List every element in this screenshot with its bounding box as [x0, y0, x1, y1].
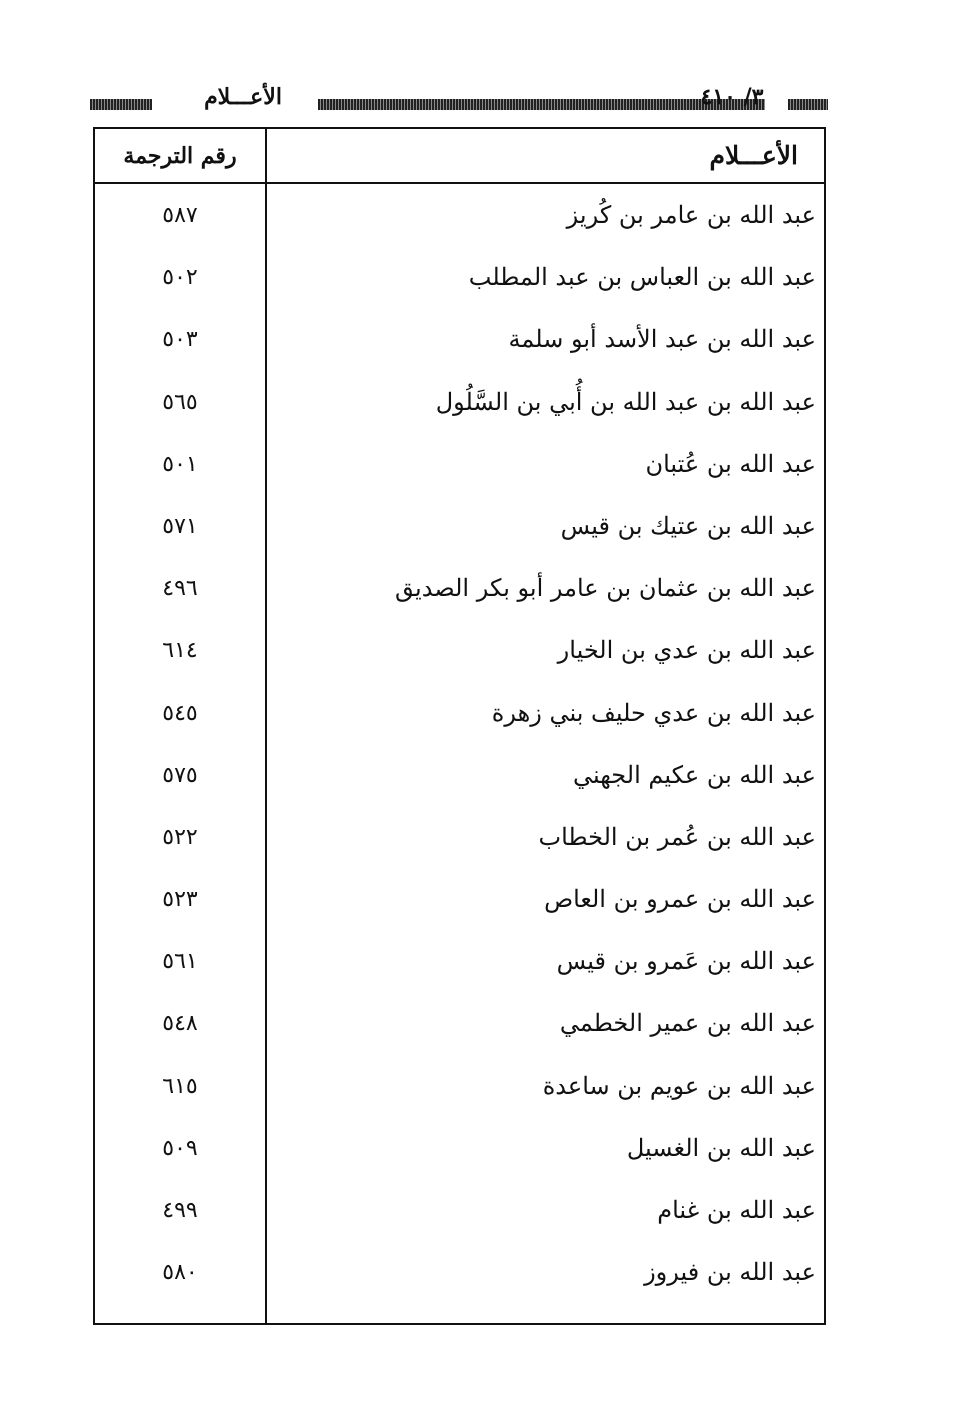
table-row [95, 434, 824, 496]
table-row [95, 309, 824, 371]
person-name: عبد الله بن عُتبان [645, 449, 816, 478]
table-row [95, 558, 824, 620]
table-row [95, 1180, 824, 1242]
table-body [95, 185, 824, 1304]
entry-number: ٤٩٩ [162, 1198, 198, 1223]
table-row [95, 185, 824, 247]
table-row [95, 620, 824, 682]
person-name: عبد الله بن عتيك بن قيس [560, 511, 816, 540]
table-row [95, 1118, 824, 1180]
person-name: عبد الله بن عُمر بن الخطاب [538, 822, 816, 851]
entry-number: ٥٨٠ [162, 1260, 198, 1286]
person-name: عبد الله بن عمرو بن العاص [544, 885, 816, 914]
entry-number: ٥٠٢ [162, 265, 198, 291]
person-name: عبد الله بن عكيم الجهني [573, 760, 816, 789]
person-name: عبد الله بن غنام [657, 1196, 816, 1224]
entry-number: ٦١٤ [162, 638, 198, 664]
person-name: عبد الله بن عدي بن الخيار [557, 636, 816, 665]
person-name: عبد الله بن عويم بن ساعدة [542, 1071, 816, 1100]
table-row [95, 496, 824, 558]
table-row [95, 1242, 824, 1304]
person-name: عبد الله بن عمير الخطمي [559, 1009, 816, 1038]
entry-number: ٥٠١ [162, 451, 198, 477]
person-name: عبد الله بن الغسيل [626, 1133, 816, 1162]
entry-number: ٥٦٥ [162, 389, 198, 415]
entry-number: ٥٠٣ [162, 327, 198, 353]
names-column-header: الأعـــلام [709, 141, 798, 170]
running-title: الأعـــلام [204, 84, 282, 110]
entry-number: ٥٢٣ [162, 887, 198, 913]
table-row [95, 745, 824, 807]
entry-number: ٥٧٥ [162, 762, 198, 788]
number-column-header: رقم الترجمة [123, 143, 237, 169]
person-name: عبد الله بن فيروز [644, 1258, 816, 1287]
table-header-row [95, 129, 824, 184]
header-rule-right [788, 99, 828, 110]
person-name: عبد الله بن عدي حليف بني زهرة [491, 698, 816, 727]
page-header [90, 82, 828, 122]
entry-number: ٤٩٦ [162, 576, 198, 602]
table-row [95, 807, 824, 869]
table-row [95, 372, 824, 434]
entry-number: ٦١٥ [162, 1073, 198, 1099]
entry-number: ٥٤٥ [162, 700, 198, 726]
entry-number: ٥٢٢ [162, 824, 198, 850]
person-name: عبد الله بن عَمرو بن قيس [556, 947, 816, 976]
header-rule-left [90, 99, 152, 110]
person-name: عبد الله بن العباس بن عبد المطلب [468, 263, 816, 292]
entry-number: ٥٧١ [162, 513, 198, 539]
person-name: عبد الله بن عامر بن كُريز [566, 201, 816, 229]
table-row [95, 683, 824, 745]
table-row [95, 993, 824, 1055]
person-name: عبد الله بن عبد الله بن أُبي بن السَّلُول [435, 387, 816, 416]
table-row [95, 247, 824, 309]
entry-number: ٥٨٧ [162, 203, 198, 228]
index-table [93, 127, 826, 1325]
table-row [95, 869, 824, 931]
entry-number: ٥٠٩ [162, 1135, 198, 1161]
person-name: عبد الله بن عبد الأسد أبو سلمة [508, 325, 816, 354]
page-number: ٣/ ٤١٠ [700, 84, 764, 110]
person-name: عبد الله بن عثمان بن عامر أبو بكر الصديق [395, 574, 816, 603]
entry-number: ٥٤٨ [162, 1011, 198, 1037]
table-row [95, 1056, 824, 1118]
table-row [95, 931, 824, 993]
entry-number: ٥٦١ [162, 949, 198, 975]
